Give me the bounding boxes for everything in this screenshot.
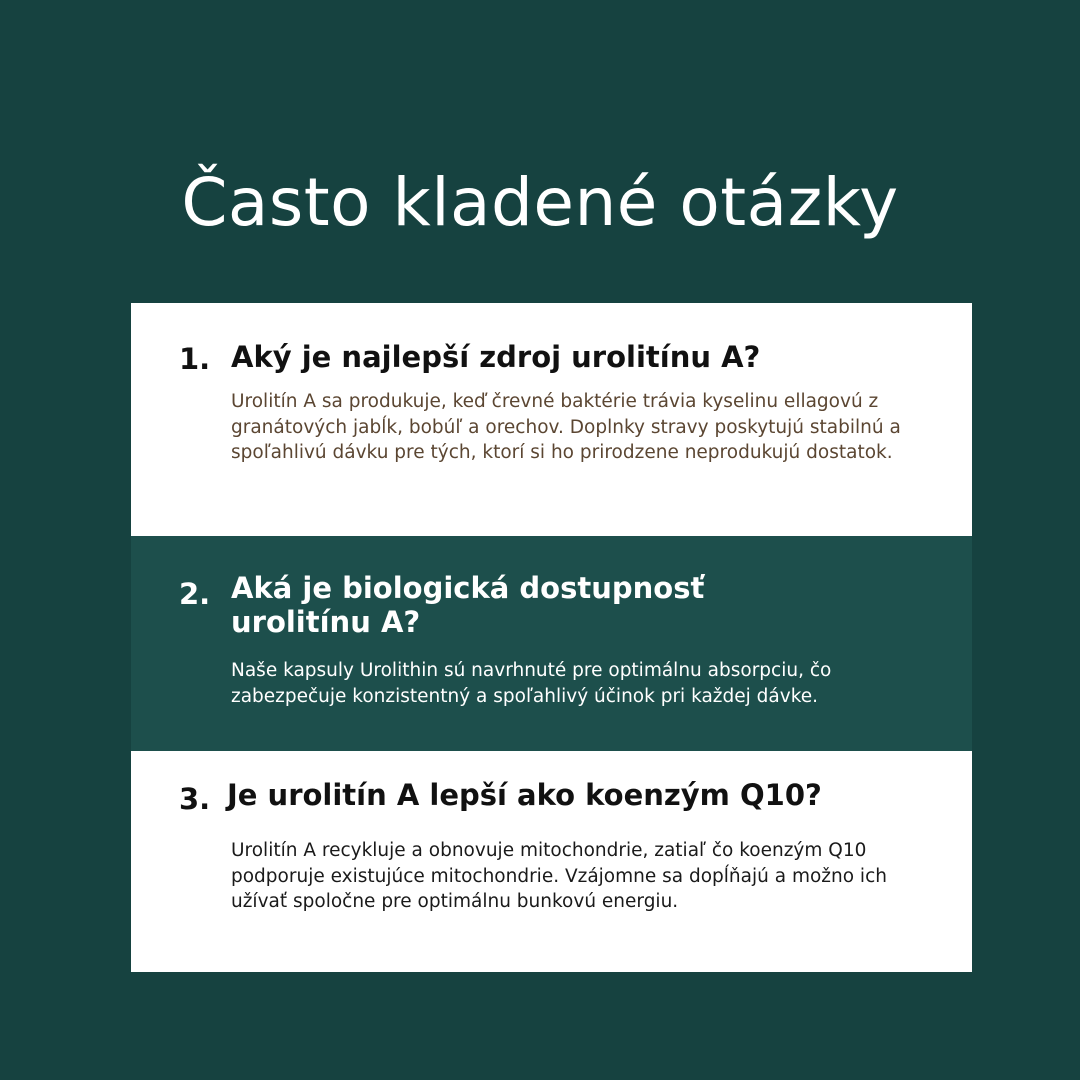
faq-question: Je urolitín A lepší ako koenzým Q10? — [227, 778, 822, 812]
faq-item-1 — [131, 303, 972, 536]
page-title: Často kladené otázky — [181, 164, 899, 241]
faq-item-3 — [131, 751, 972, 972]
faq-question: Aký je najlepší zdroj urolitínu A? — [231, 340, 761, 374]
faq-answer: Urolitín A recykluje a obnovuje mitochondrie, zatiaľ čo koenzým Q10 podporuje existujúce mitochondrie. Vzájomne sa dopĺňajú a možno ich užívať spoločne pre optimálnu bunkovú energiu. — [231, 840, 887, 912]
faq-item-number: 3. — [179, 782, 211, 816]
faq-item-number: 1. — [179, 342, 211, 376]
faq-question: Aká je biologická dostupnosť urolitínu A? — [231, 571, 705, 639]
faq-answer: Naše kapsuly Urolithin sú navrhnuté pre optimálnu absorpciu, čo zabezpečuje konzistentný a spoľahlivý účinok pri každej dávke. — [231, 660, 832, 707]
faq-answer: Urolitín A sa produkuje, keď črevné baktérie trávia kyselinu ellagovú z granátových jabĺk, bobúľ a orechov. Doplnky stravy poskytujú stabilnú a spoľahlivú dávku pre tých, ktorí si ho prirodzene neprodukujú dostatok. — [231, 391, 901, 463]
faq-item-number: 2. — [179, 577, 211, 611]
faq-item-2 — [131, 536, 972, 751]
